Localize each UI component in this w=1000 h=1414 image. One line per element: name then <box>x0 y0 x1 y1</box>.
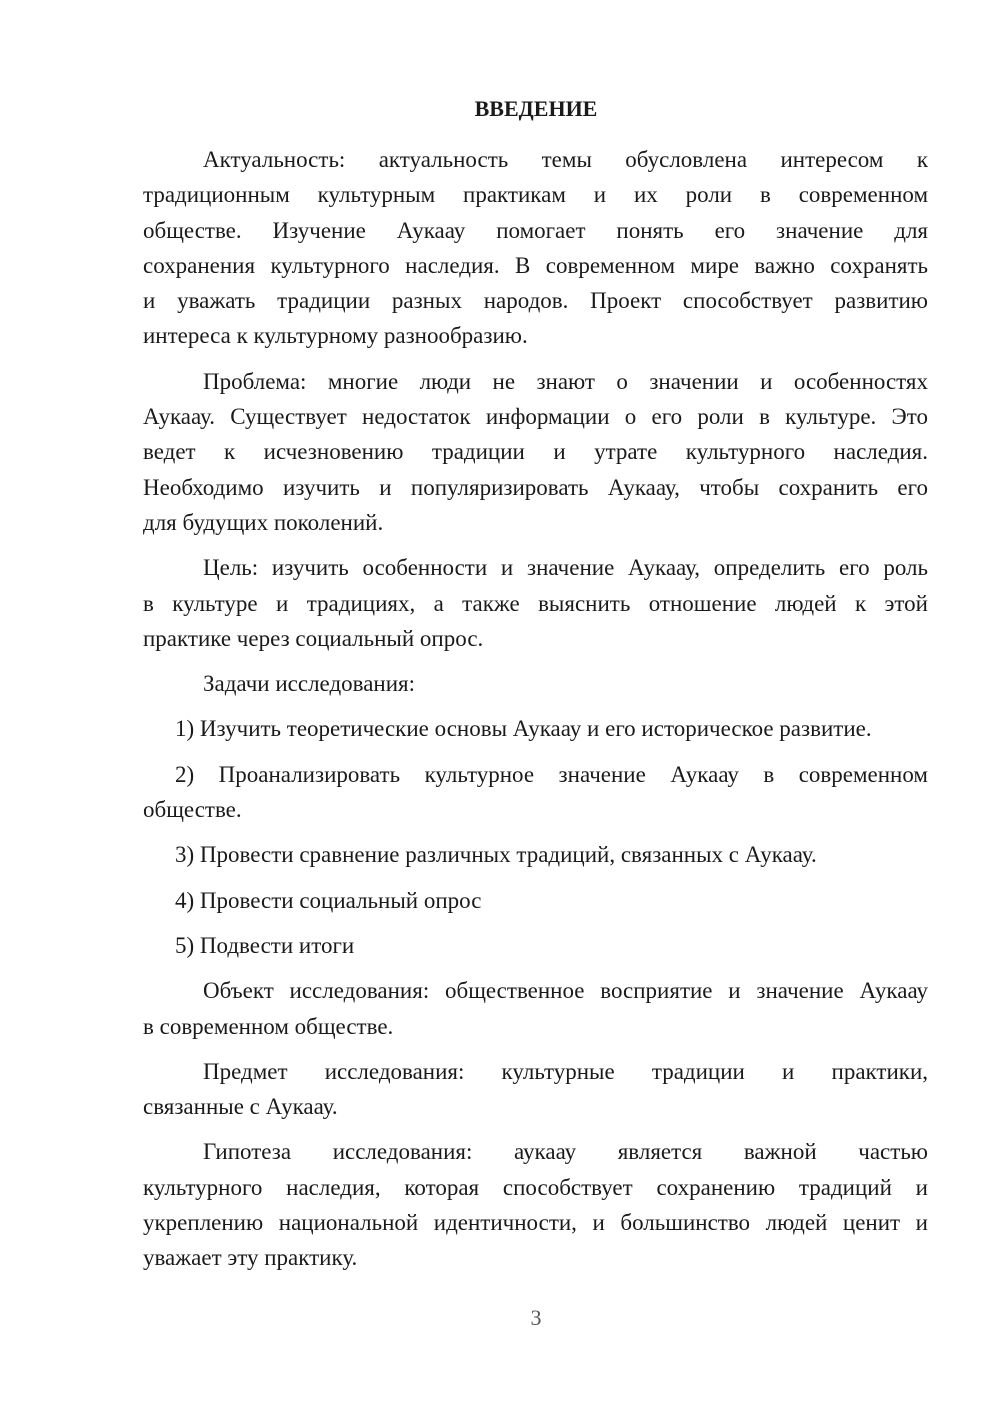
text-line: традиционным культурным практикам и их роли в современном <box>143 182 928 208</box>
text-line: Объект исследования: общественное восприятие и значение Аукаау <box>203 978 928 1004</box>
text-line: Предмет исследования: культурные традиции и практики, <box>203 1058 928 1084</box>
text-line: 4) Провести социальный опрос <box>175 887 482 913</box>
text-line: 3) Провести сравнение различных традиций, связанных с Аукаау. <box>175 842 817 868</box>
text-line: Аукаау. Существует недостаток информации о его роли в культуре. Это <box>143 404 928 430</box>
paragraph <box>143 757 928 828</box>
paragraph <box>143 973 928 1044</box>
text-line: в культуре и традициях, а также выяснить отношение людей к этой <box>143 590 928 616</box>
text-line: обществе. Изучение Аукаау помогает понять его значение для <box>143 217 928 243</box>
text-line: связанные с Аукаау. <box>143 1094 338 1120</box>
text-line: 1) Изучить теоретические основы Аукаау и его историческое развитие. <box>175 716 872 742</box>
text-line: в современном обществе. <box>143 1013 394 1039</box>
text-line: 5) Подвести итоги <box>175 932 355 958</box>
paragraph <box>143 1054 928 1125</box>
text-line: Необходимо изучить и популяризировать Аукаау, чтобы сохранить его <box>143 474 928 500</box>
text-line: 2) Проанализировать культурное значение Аукаау в современном <box>175 761 928 787</box>
paragraph <box>143 142 928 354</box>
page-number: 3 <box>530 1305 542 1330</box>
text-line: Проблема: многие люди не знают о значении и особенностях <box>203 368 928 394</box>
text-line: ведет к исчезновению традиции и утрате культурного наследия. <box>143 439 928 465</box>
text-line: Задачи исследования: <box>203 671 416 697</box>
text-line: обществе. <box>143 797 242 823</box>
paragraph <box>143 550 928 656</box>
document-body <box>143 142 928 1286</box>
text-line: сохранения культурного наследия. В современном мире важно сохранять <box>143 252 928 278</box>
text-line: практике через социальный опрос. <box>143 625 484 651</box>
paragraph <box>143 883 928 918</box>
paragraph <box>143 928 928 963</box>
text-line: укреплению национальной идентичности, и большинство людей ценит и <box>143 1210 928 1236</box>
paragraph <box>143 711 928 746</box>
text-line: Цель: изучить особенности и значение Аукаау, определить его роль <box>203 555 928 581</box>
text-line: интереса к культурному разнообразию. <box>143 323 528 349</box>
paragraph <box>143 666 928 701</box>
text-line: для будущих поколений. <box>143 509 384 535</box>
text-line: и уважать традиции разных народов. Проект способствует развитию <box>143 288 928 314</box>
paragraph <box>143 1134 928 1275</box>
section-title: ВВЕДЕНИЕ <box>474 96 598 121</box>
text-line: уважает эту практику. <box>143 1245 358 1271</box>
paragraph <box>143 837 928 872</box>
text-line: Гипотеза исследования: аукаау является важной частью <box>203 1139 928 1165</box>
paragraph <box>143 364 928 540</box>
text-line: культурного наследия, которая способствует сохранению традиций и <box>143 1174 928 1200</box>
text-line: Актуальность: актуальность темы обусловлена интересом к <box>203 147 928 172</box>
